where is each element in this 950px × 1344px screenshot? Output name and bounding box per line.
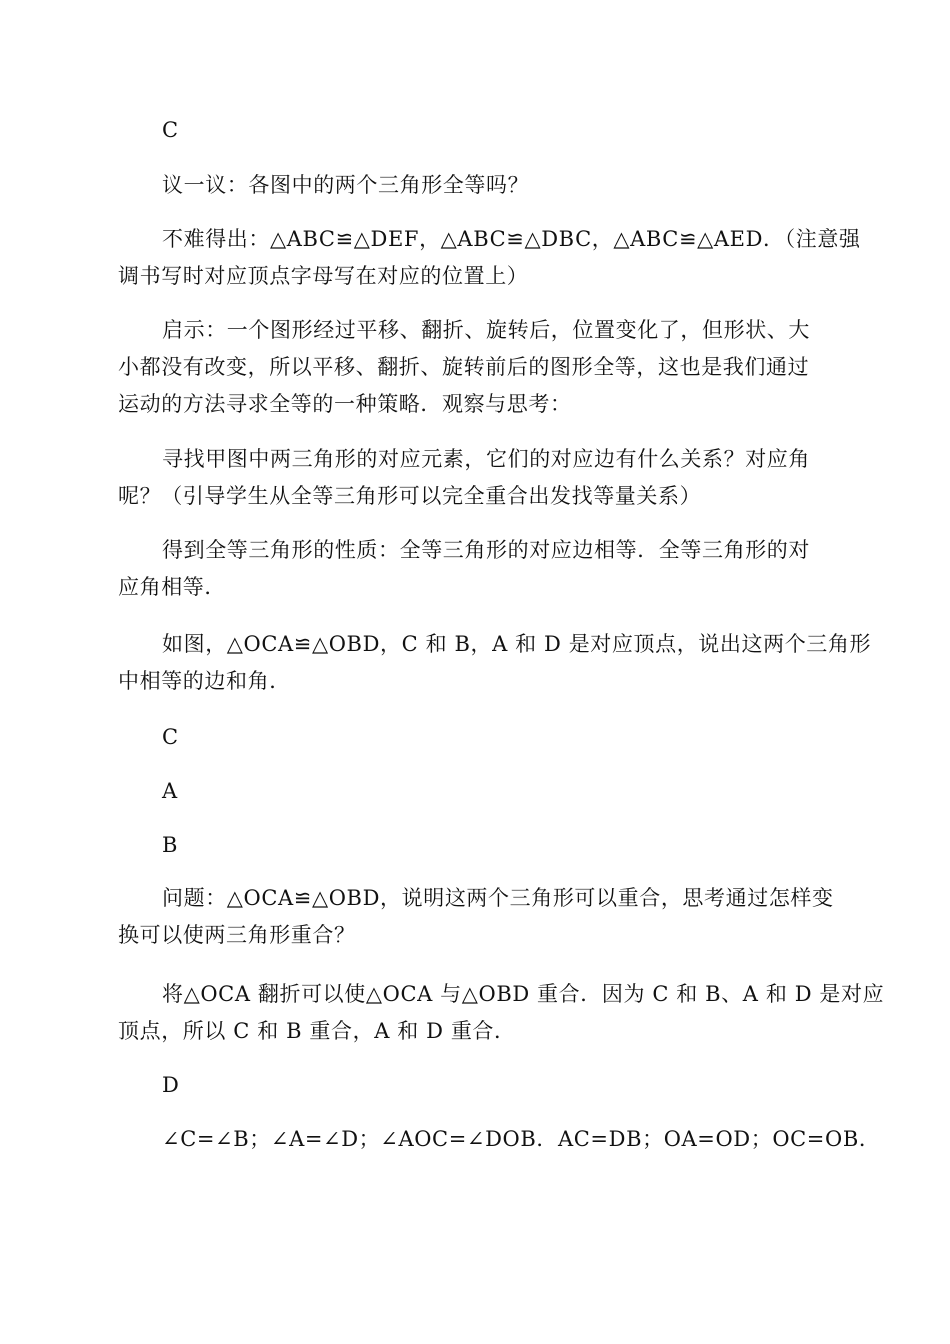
figure-label-a: A <box>162 779 178 803</box>
answer-line-2: 调书写时对应顶点字母写在对应的位置上） <box>118 264 529 288</box>
question-line-1: 问题：△OCA≌△OBD，说明这两个三角形可以重合，思考通过怎样变 <box>162 886 834 910</box>
find-line-1: 寻找甲图中两三角形的对应元素，它们的对应边有什么关系？对应角 <box>162 447 810 471</box>
figure-label-c: C <box>162 118 179 142</box>
discussion-prompt: 议一议：各图中的两个三角形全等吗？ <box>162 173 530 197</box>
hint-line-3: 运动的方法寻求全等的一种策略．观察与思考： <box>118 392 572 416</box>
hint-line-1: 启示：一个图形经过平移、翻折、旋转后，位置变化了，但形状、大 <box>162 318 810 342</box>
fold-line-2: 顶点，所以 C 和 B 重合，A 和 D 重合． <box>118 1019 516 1043</box>
figure-label-b: B <box>162 833 179 857</box>
fold-line-1: 将△OCA 翻折可以使△OCA 与△OBD 重合．因为 C 和 B、A 和 D 是对应 <box>162 982 885 1006</box>
equalities-line: ∠C=∠B；∠A=∠D；∠AOC=∠DOB．AC=DB；OA=OD；OC=OB． <box>162 1127 881 1151</box>
figure-label-d: D <box>162 1073 180 1097</box>
question-line-2: 换可以使两三角形重合？ <box>118 923 356 947</box>
property-line-1: 得到全等三角形的性质：全等三角形的对应边相等．全等三角形的对 <box>162 538 810 562</box>
example-line-2: 中相等的边和角． <box>118 669 291 693</box>
property-line-2: 应角相等． <box>118 575 226 599</box>
hint-line-2: 小都没有改变，所以平移、翻折、旋转前后的图形全等，这也是我们通过 <box>118 355 810 379</box>
figure-label-c: C <box>162 725 179 749</box>
example-line-1: 如图，△OCA≌△OBD，C 和 B，A 和 D 是对应顶点，说出这两个三角形 <box>162 632 872 656</box>
answer-line-1: 不难得出：△ABC≌△DEF，△ABC≌△DBC，△ABC≌△AED．（注意强 <box>162 227 861 251</box>
find-line-2: 呢？（引导学生从全等三角形可以完全重合出发找等量关系） <box>118 484 702 508</box>
